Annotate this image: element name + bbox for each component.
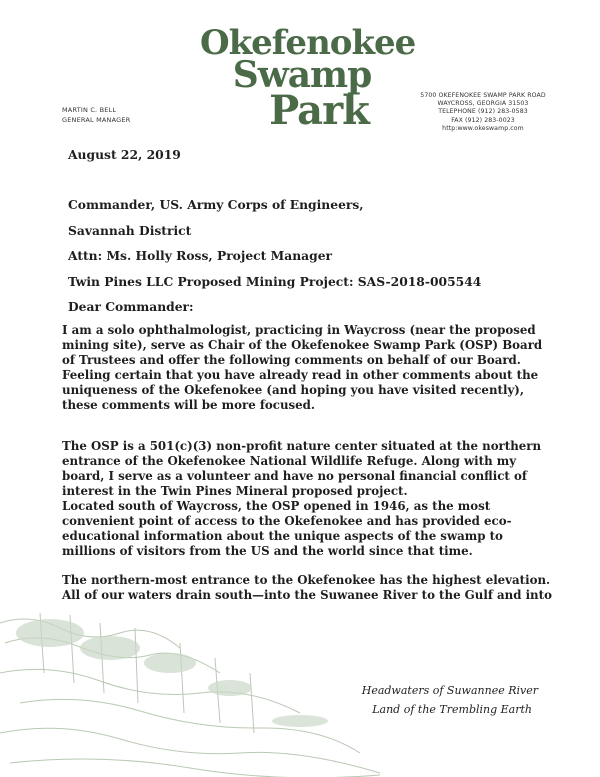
recipient-line-2: Savannah District bbox=[68, 223, 192, 238]
tagline-headwaters: Headwaters of Suwannee River bbox=[361, 684, 538, 697]
manager-name: MARTIN C. BELL bbox=[62, 106, 117, 114]
logo-line-2: Swamp bbox=[232, 54, 372, 96]
swamp-illustration bbox=[0, 603, 380, 777]
recipient-line-1: Commander, US. Army Corps of Engineers, bbox=[68, 197, 364, 212]
letter-date: August 22, 2019 bbox=[68, 147, 181, 162]
salutation: Dear Commander: bbox=[68, 299, 194, 314]
paragraph-3: Located south of Waycross, the OSP opened in 1946, as the most convenient point of access to the Okefenokee and has provided eco-educational information about the unique aspects of the swamp to millions of visitors from the US and the world since that time. bbox=[62, 499, 512, 558]
logo-line-3: Park bbox=[269, 87, 369, 134]
fax: FAX (912) 283-0023 bbox=[451, 116, 515, 124]
telephone: TELEPHONE (912) 283-0583 bbox=[438, 108, 528, 116]
tagline-trembling-earth: Land of the Trembling Earth bbox=[372, 703, 532, 716]
paragraph-2: The OSP is a 501(c)(3) non-profit nature center situated at the northern entrance of the Okefenokee National Wildlife Refuge. Along with my board, I serve as a volunteer and have no personal financial conflict of interest in the Twin Pines Mineral proposed project. bbox=[62, 439, 542, 498]
paragraph-1: I am a solo ophthalmologist, practicing in Waycross (near the proposed mining site), serve as Chair of the Okefenokee Swamp Park (OSP) Board of Trustees and offer the following comments on behalf of our Board. Feeling certain that you have already read in other comments about the uniqueness of the Okefenokee (and hoping you have visited recently), these comments will be more focused. bbox=[62, 323, 543, 412]
website: http:www.okeswamp.com bbox=[442, 124, 524, 132]
park-logo bbox=[200, 23, 416, 134]
general-manager-block bbox=[62, 105, 130, 125]
logo-line-1: Okefenokee bbox=[200, 23, 416, 63]
address-line-2: WAYCROSS, GEORGIA 31503 bbox=[437, 100, 529, 108]
paragraph-4: The northern-most entrance to the Okefenokee has the highest elevation. All of our waters drain south—into the Suwanee River to the Gulf and into bbox=[62, 573, 552, 602]
address-line-1: 5700 OKEFENOKEE SWAMP PARK ROAD bbox=[420, 92, 546, 99]
address-block bbox=[408, 92, 558, 133]
manager-title: GENERAL MANAGER bbox=[62, 116, 131, 124]
subject-line: Twin Pines LLC Proposed Mining Project: SAS-2018-005544 bbox=[68, 274, 482, 289]
attention-line: Attn: Ms. Holly Ross, Project Manager bbox=[68, 248, 332, 263]
